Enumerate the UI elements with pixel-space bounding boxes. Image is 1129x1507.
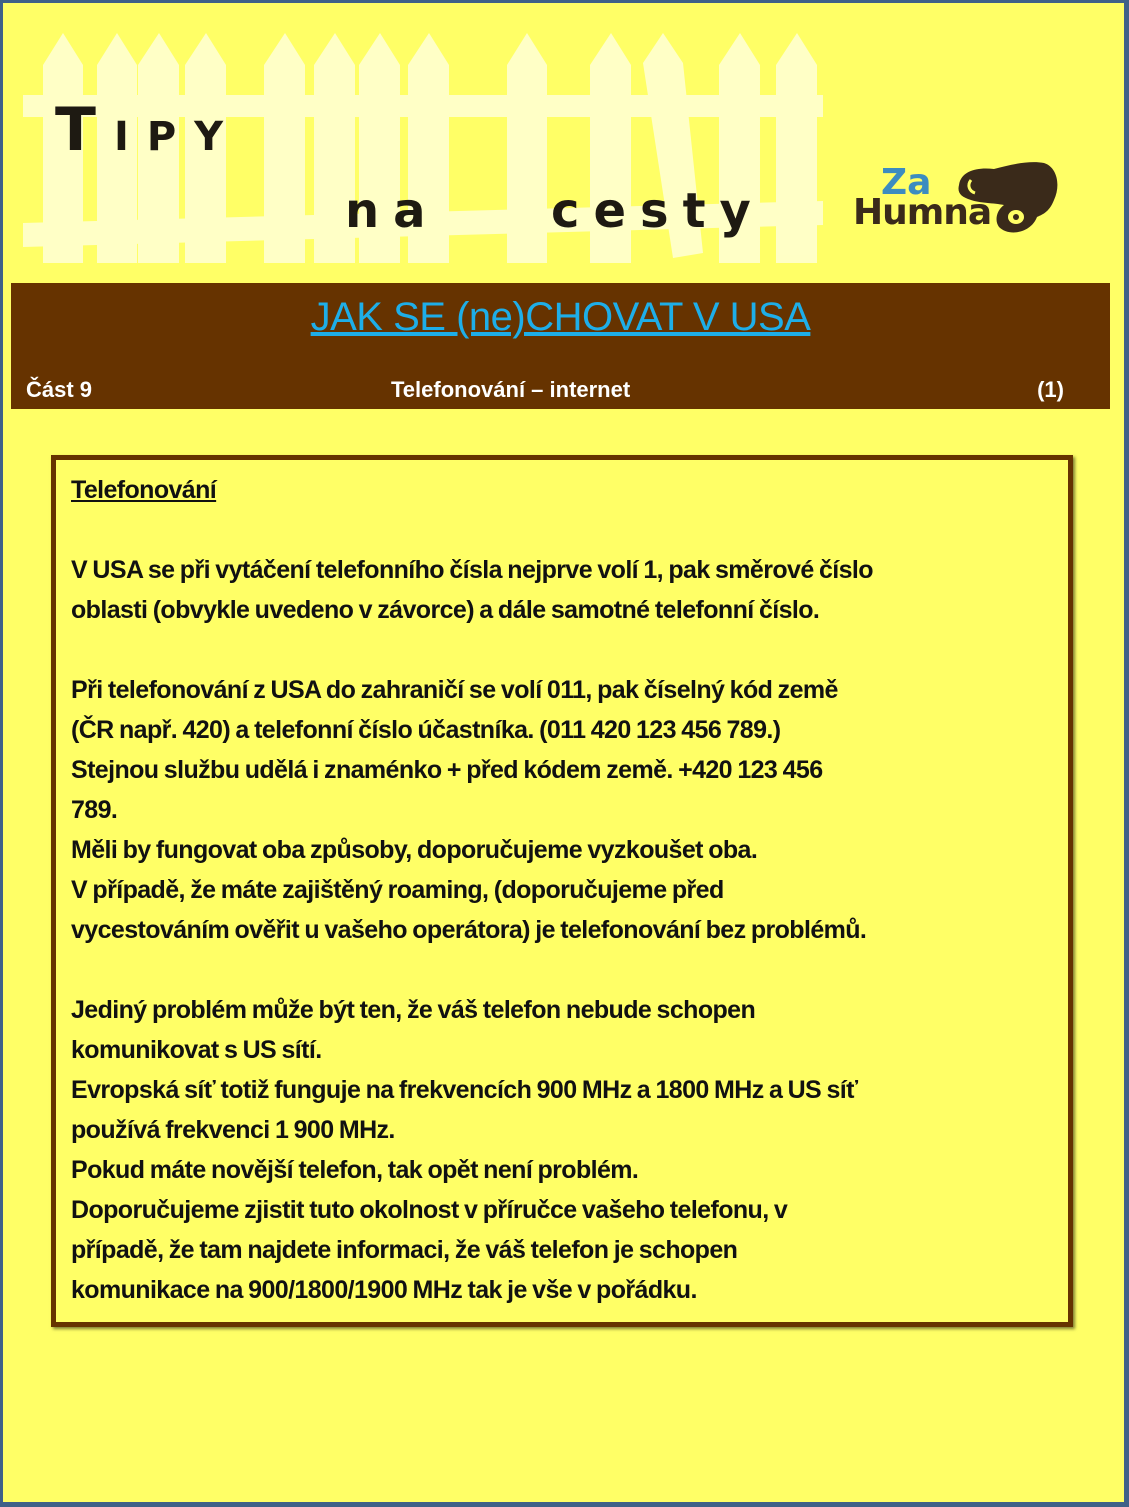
title-tipy-initial: T xyxy=(55,95,114,165)
page-number: (1) xyxy=(1037,377,1064,402)
binoculars-icon xyxy=(949,155,1064,240)
logo-za-text: Za xyxy=(881,162,932,203)
text-line: případě, že tam najdete informaci, že váš telefon je schopen xyxy=(71,1236,738,1264)
text-line: Měli by fungovat oba způsoby, doporučujeme vyzkoušet oba. xyxy=(71,836,758,864)
text-line: V případě, že máte zajištěný roaming, (doporučujeme před xyxy=(71,876,724,904)
slide xyxy=(3,3,1124,1502)
title-na: na xyxy=(345,183,440,239)
content-text xyxy=(71,470,1058,1310)
text-line: komunikace na 900/1800/1900 MHz tak je vše v pořádku. xyxy=(71,1276,697,1304)
title-tipy-rest: IPY xyxy=(113,114,242,160)
za-humna-logo xyxy=(851,155,1066,250)
title-cesty: cesty xyxy=(551,183,765,239)
topic-label: Telefonování – internet xyxy=(391,377,631,402)
text-line: oblasti (obvykle uvedeno v závorce) a dále samotné telefonní číslo. xyxy=(71,596,820,624)
text-line: Při telefonování z USA do zahraničí se volí 011, pak číselný kód země xyxy=(71,676,838,704)
series-banner xyxy=(11,283,1110,409)
text-line: komunikovat s US sítí. xyxy=(71,1036,322,1064)
text-line: používá frekvenci 1 900 MHz. xyxy=(71,1116,395,1144)
section-heading: Telefonování xyxy=(71,476,217,504)
text-line: Pokud máte novější telefon, tak opět není problém. xyxy=(71,1156,639,1184)
text-line: Evropská síť totiž funguje na frekvencích 900 MHz a 1800 MHz a US síť xyxy=(71,1076,858,1104)
text-line: Doporučujeme zjistit tuto okolnost v příručce vašeho telefonu, v xyxy=(71,1196,788,1224)
logo-humna-text: Humna xyxy=(853,192,992,233)
text-line: V USA se při vytáčení telefonního čísla nejprve volí 1, pak směrové číslo xyxy=(71,556,873,584)
text-line: vycestováním ověřit u vašeho operátora) je telefonování bez problémů. xyxy=(71,916,867,944)
title-tipy xyxy=(55,95,241,165)
text-line: 789. xyxy=(71,796,118,824)
content-box xyxy=(51,455,1073,1327)
text-line: Stejnou službu udělá i znaménko + před kódem země. +420 123 456 xyxy=(71,756,823,784)
text-line: Jediný problém může být ten, že váš telefon nebude schopen xyxy=(71,996,756,1024)
text-line: (ČR např. 420) a telefonní číslo účastníka. (011 420 123 456 789.) xyxy=(71,716,781,744)
part-number: Část 9 xyxy=(26,377,93,402)
banner-title-link[interactable]: JAK SE (ne)CHOVAT V USA xyxy=(310,295,811,339)
